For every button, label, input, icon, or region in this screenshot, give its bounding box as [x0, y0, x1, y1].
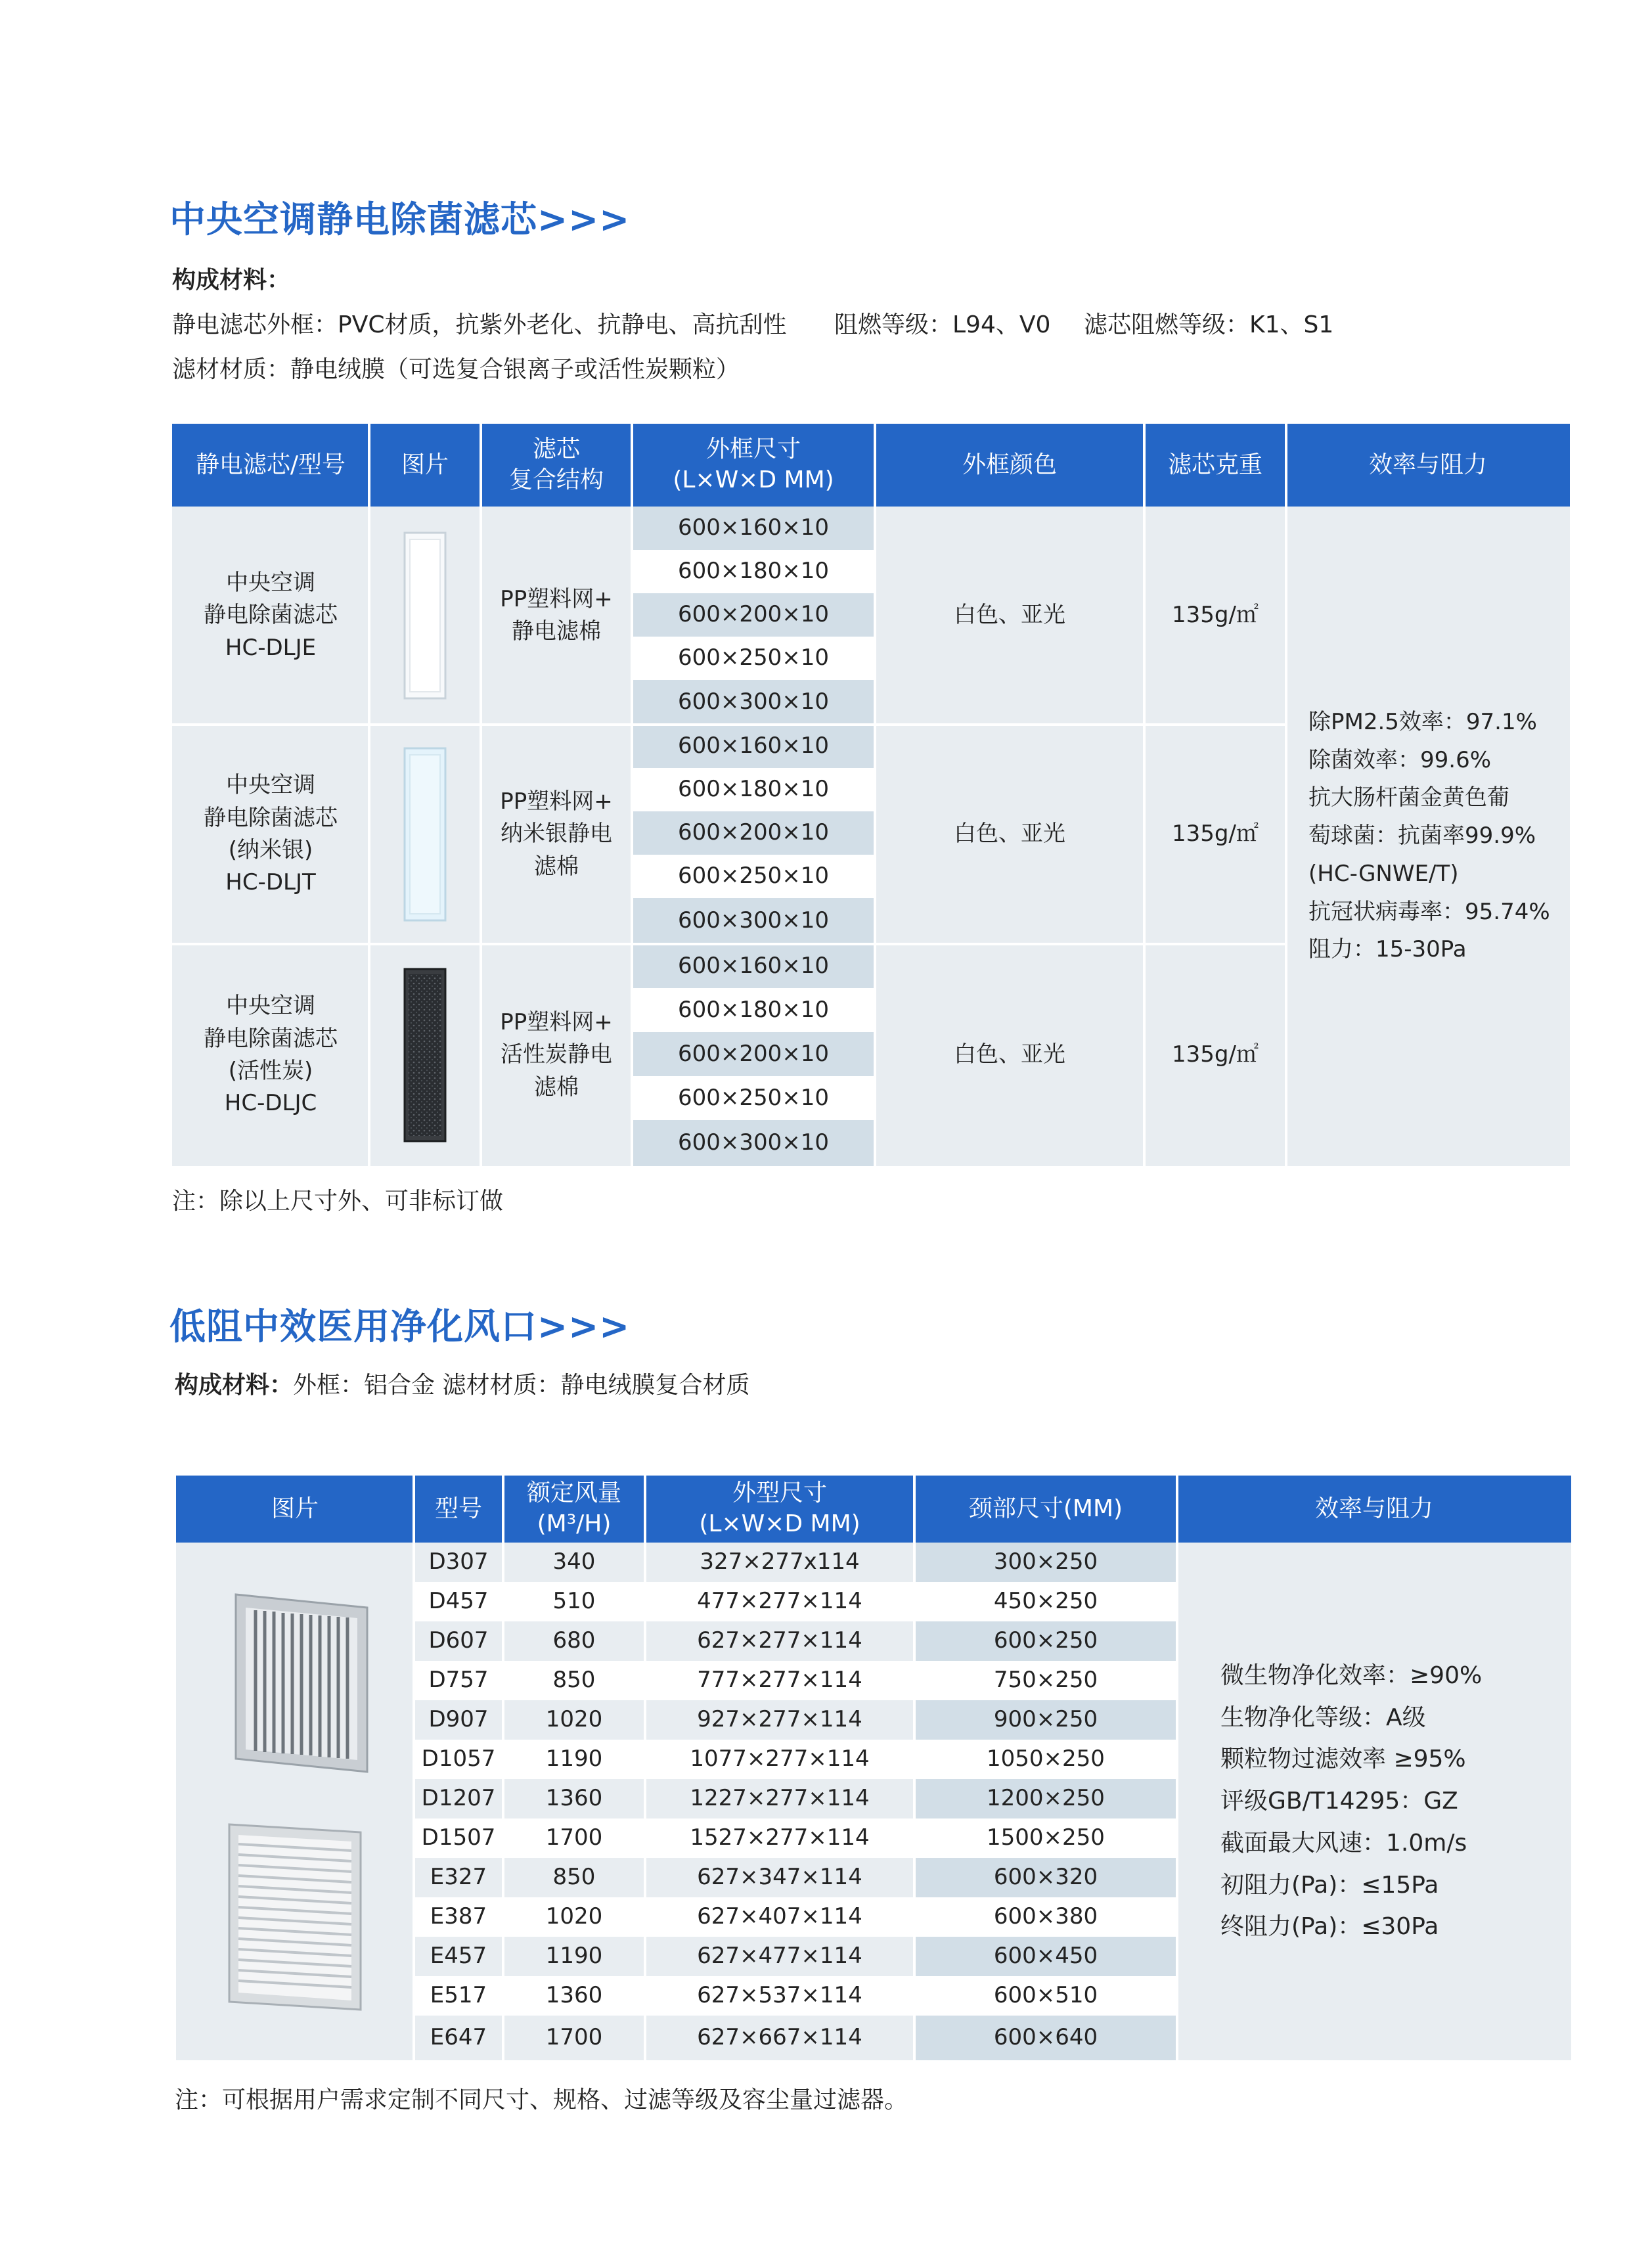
section1-materials-heading: 构成材料：: [172, 267, 291, 294]
size-cell: 600×250×10: [632, 637, 875, 680]
header-neck-size: 颈部尺寸(MM): [914, 1476, 1177, 1543]
row3-structure: PP塑料网+ 活性炭静电 滤棉: [481, 944, 632, 1166]
vent-spec-table: [176, 1476, 1571, 2060]
section1-title: 中央空调静电除菌滤芯>>>: [169, 198, 631, 240]
neck-size-cell: 450×250: [914, 1582, 1177, 1621]
divider: [368, 424, 370, 1166]
model-cell: E457: [414, 1937, 503, 1976]
airflow-cell: 1020: [503, 1700, 645, 1740]
size-cell: 600×300×10: [632, 898, 875, 944]
airflow-cell: 850: [503, 1858, 645, 1897]
size-cell: 600×200×10: [632, 811, 875, 855]
divider: [480, 424, 482, 1166]
neck-size-cell: 1200×250: [914, 1779, 1177, 1818]
size-cell: 600×300×10: [632, 680, 875, 725]
airflow-cell: 510: [503, 1582, 645, 1621]
row1-model: 中央空调 静电除菌滤芯 HC-DLJE: [172, 507, 369, 725]
carbon-filter-image: [402, 966, 448, 1144]
size-cell: 600×200×10: [632, 1032, 875, 1076]
header-efficiency: 效率与阻力: [1286, 424, 1570, 507]
section1-flame-grade: 阻燃等级：L94、V0: [834, 311, 1051, 338]
outer-size-cell: 627×537×114: [645, 1976, 914, 2016]
airflow-cell: 850: [503, 1661, 645, 1700]
airflow-cell: 1190: [503, 1740, 645, 1779]
outer-size-cell: 627×667×114: [645, 2016, 914, 2060]
neck-size-cell: 1050×250: [914, 1740, 1177, 1779]
size-cell: 600×300×10: [632, 1120, 875, 1166]
outer-size-cell: 627×277×114: [645, 1621, 914, 1661]
grille-vent-image: [216, 1588, 374, 1778]
row1-color: 白色、亚光: [875, 507, 1144, 725]
model-cell: E327: [414, 1858, 503, 1897]
divider: [172, 943, 1286, 945]
header-outer-size: 外型尺寸 (L×W×D MM): [645, 1476, 914, 1543]
outer-size-cell: 627×347×114: [645, 1858, 914, 1897]
header-image: 图片: [176, 1476, 414, 1543]
section1-frame-material: 静电滤芯外框：PVC材质，抗紫外老化、抗静电、高抗刮性: [172, 311, 787, 338]
airflow-cell: 1190: [503, 1937, 645, 1976]
header-efficiency: 效率与阻力: [1177, 1476, 1571, 1543]
size-cell: 600×160×10: [632, 507, 875, 550]
model-cell: D907: [414, 1700, 503, 1740]
size-cell: 600×180×10: [632, 988, 875, 1032]
outer-size-cell: 477×277×114: [645, 1582, 914, 1621]
section1-efficiency: 除PM2.5效率：97.1% 除菌效率：99.6% 抗大肠杆菌金黄色葡 萄球菌：抗菌率99.9% (HC-GNWE/T) 抗冠状病毒率：95.74% 阻力：15-30Pa: [1286, 507, 1570, 1166]
airflow-cell: 340: [503, 1543, 645, 1582]
white-filter-image: [402, 530, 448, 701]
header-airflow-line2: (M³/H): [537, 1510, 612, 1537]
divider: [413, 1476, 415, 2060]
row2-color: 白色、亚光: [875, 725, 1144, 944]
divider: [913, 1476, 916, 2060]
neck-size-cell: 600×250: [914, 1621, 1177, 1661]
size-cell: 600×180×10: [632, 550, 875, 593]
divider: [874, 424, 876, 1166]
row2-image-cell: [369, 725, 481, 944]
model-cell: D307: [414, 1543, 503, 1582]
neck-size-cell: 600×510: [914, 1976, 1177, 2016]
size-cell: 600×250×10: [632, 855, 875, 898]
row2-model: 中央空调 静电除菌滤芯 (纳米银) HC-DLJT: [172, 725, 369, 944]
neck-size-cell: 600×320: [914, 1858, 1177, 1897]
filter-spec-table: [172, 424, 1570, 1166]
airflow-cell: 1020: [503, 1897, 645, 1937]
header-model: 静电滤芯/型号: [172, 424, 369, 507]
model-cell: D607: [414, 1621, 503, 1661]
model-cell: E517: [414, 1976, 503, 2016]
section2-efficiency: 微生物净化效率：≥90% 生物净化等级：A级 颗粒物过滤效率 ≥95% 评级GB/T14295：GZ 截面最大风速：1.0m/s 初阻力(Pa)：≤15Pa 终阻力(Pa)：≤30Pa: [1177, 1543, 1571, 2060]
size-cell: 600×250×10: [632, 1076, 875, 1120]
outer-size-cell: 777×277×114: [645, 1661, 914, 1700]
row2-weight: 135g/㎡: [1144, 725, 1286, 944]
row3-color: 白色、亚光: [875, 944, 1144, 1166]
header-airflow-line1: 额定风量: [526, 1479, 621, 1507]
model-cell: D1507: [414, 1818, 503, 1858]
neck-size-cell: 900×250: [914, 1700, 1177, 1740]
divider: [631, 424, 633, 1166]
model-cell: D457: [414, 1582, 503, 1621]
neck-size-cell: 600×380: [914, 1897, 1177, 1937]
section2-note: 注：可根据用户需求定制不同尺寸、规格、过滤等级及容尘量过滤器。: [175, 2087, 908, 2113]
airflow-cell: 1700: [503, 1818, 645, 1858]
model-cell: D1207: [414, 1779, 503, 1818]
airflow-cell: 1700: [503, 2016, 645, 2060]
header-image: 图片: [369, 424, 481, 507]
model-cell: E647: [414, 2016, 503, 2060]
outer-size-cell: 1077×277×114: [645, 1740, 914, 1779]
outer-size-cell: 627×407×114: [645, 1897, 914, 1937]
header-structure: 滤芯 复合结构: [481, 424, 632, 507]
row3-weight: 135g/㎡: [1144, 944, 1286, 1166]
section2-title: 低阻中效医用净化风口>>>: [169, 1305, 631, 1347]
model-cell: E387: [414, 1897, 503, 1937]
divider: [502, 1476, 504, 2060]
divider: [1285, 424, 1287, 1166]
row1-structure: PP塑料网+ 静电滤棉: [481, 507, 632, 725]
divider: [1176, 1476, 1178, 2060]
header-frame-color: 外框颜色: [875, 424, 1144, 507]
model-cell: D1057: [414, 1740, 503, 1779]
section2-materials-text: 外框：铝合金 滤材材质：静电绒膜复合材质: [293, 1372, 750, 1399]
row3-image-cell: [369, 944, 481, 1166]
neck-size-cell: 1500×250: [914, 1818, 1177, 1858]
outer-size-cell: 627×477×114: [645, 1937, 914, 1976]
size-cell: 600×160×10: [632, 725, 875, 768]
divider: [172, 723, 1286, 726]
section1-note: 注：除以上尺寸外、可非标订做: [172, 1188, 504, 1215]
airflow-cell: 1360: [503, 1976, 645, 2016]
neck-size-cell: 750×250: [914, 1661, 1177, 1700]
section2-materials: [175, 1366, 749, 1400]
model-cell: D757: [414, 1661, 503, 1700]
header-weight: 滤芯克重: [1144, 424, 1286, 507]
header-model: 型号: [414, 1476, 503, 1543]
divider: [1143, 424, 1146, 1166]
row2-structure: PP塑料网+ 纳米银静电 滤棉: [481, 725, 632, 944]
outer-size-cell: 1527×277×114: [645, 1818, 914, 1858]
section1-filter-flame-grade: 滤芯阻燃等级：K1、S1: [1084, 311, 1334, 338]
light-blue-filter-image: [402, 746, 448, 923]
header-frame-size: 外框尺寸 (L×W×D MM): [632, 424, 875, 507]
airflow-cell: 680: [503, 1621, 645, 1661]
size-cell: 600×160×10: [632, 944, 875, 988]
row1-image-cell: [369, 507, 481, 725]
outer-size-cell: 1227×277×114: [645, 1779, 914, 1818]
outer-size-cell: 927×277×114: [645, 1700, 914, 1740]
section1-filter-material: 滤材材质：静电绒膜（可选复合银离子或活性炭颗粒）: [172, 356, 740, 383]
louver-vent-image: [216, 1818, 374, 2015]
outer-size-cell: 327×277x114: [645, 1543, 914, 1582]
airflow-cell: 1360: [503, 1779, 645, 1818]
neck-size-cell: 300×250: [914, 1543, 1177, 1582]
divider: [644, 1476, 646, 2060]
vent-image-cell: [176, 1543, 414, 2060]
size-cell: 600×180×10: [632, 768, 875, 811]
row1-weight: 135g/㎡: [1144, 507, 1286, 725]
row3-model: 中央空调 静电除菌滤芯 (活性炭) HC-DLJC: [172, 944, 369, 1166]
size-cell: 600×200×10: [632, 593, 875, 637]
section2-materials-label: 构成材料：: [175, 1372, 294, 1399]
neck-size-cell: 600×640: [914, 2016, 1177, 2060]
neck-size-cell: 600×450: [914, 1937, 1177, 1976]
header-airflow: [503, 1476, 645, 1543]
